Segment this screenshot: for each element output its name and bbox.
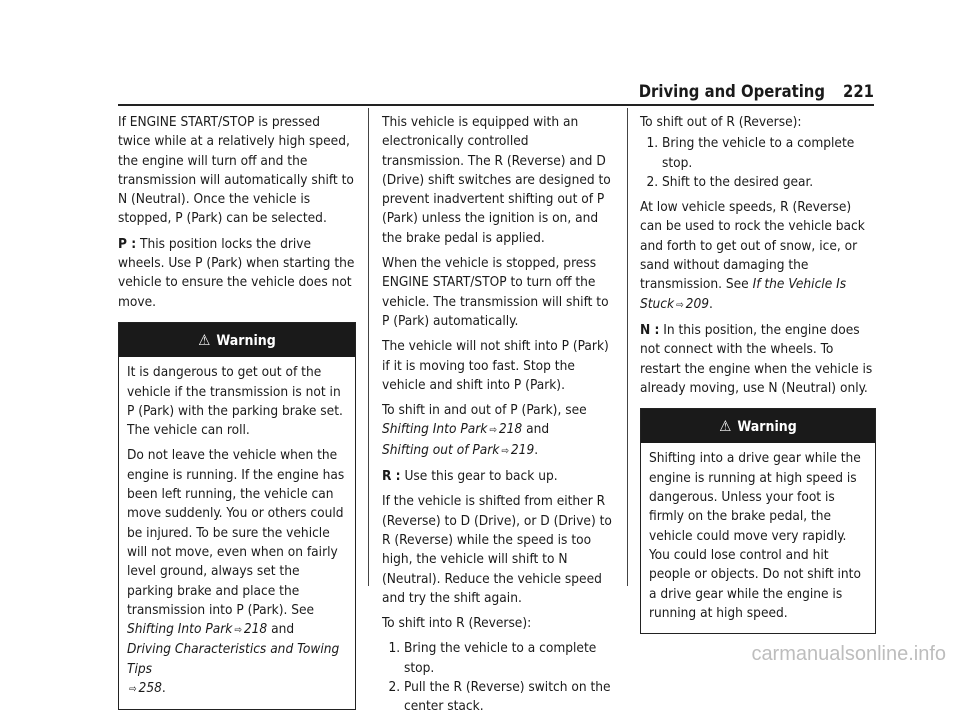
warning-triangle-icon: ⚠ [719,417,732,436]
header-rule [118,104,874,106]
column-divider [368,108,369,586]
warning-paragraph: Do not leave the vehicle when the engine is running. If the engine has been left running, the vehicle can move suddenly. You or others could be injured. To be sure the vehicle will not move, even when on fairly level ground, always set the parking brake and place the transmission into P (Park). See Shifting Into Park ⇨ 218 and Driving Characteristics and Towing Tips ⇨ 258. [127,447,345,697]
paragraph: The vehicle will not shift into P (Park) if it is moving too fast. Stop the vehicle and shift into P (Park). [382,338,609,393]
paragraph: This vehicle is equipped with an electronically controlled transmission. The R (Reverse) and D (Drive) shift switches are designed to prevent inadvertent shifting out of P (Park) unless the ignition is on, and the brake pedal is applied. [382,114,611,246]
column-3 [640,113,876,642]
page-ref-arrow-icon: ⇨ [501,445,509,457]
watermark: carmanualsonline.info [751,643,946,665]
column-1 [118,113,356,718]
warning-paragraph: Shifting into a drive gear while the engine is running at high speed is dangerous. Unless your foot is firmly on the brake pedal, the vehicle could move very rapidly. You could lose control and hit people or objects. Do not shift into a drive gear while the engine is running at high speed. [649,450,861,621]
list-item: 1. Bring the vehicle to a complete stop. [404,639,614,678]
gear-label-r: R : [382,468,401,485]
paragraph: When the vehicle is stopped, press ENGINE START/STOP to turn off the vehicle. The transmission will shift to P (Park) automatically. [382,255,609,329]
list-item: 2. Pull the R (Reverse) switch on the center stack. [404,678,614,717]
cross-ref-page[interactable]: 218 [498,421,523,438]
warning-box [640,408,876,634]
page-header [639,82,874,101]
steps-list [640,134,876,192]
paragraph-neutral: N : In this position, the engine does not connect with the wheels. To restart the engine when the vehicle is already moving, use N (Neutral) only. [640,321,873,396]
cross-ref-link[interactable]: If the Vehicle Is Stuck [640,276,847,312]
page-ref-arrow-icon: ⇨ [129,684,137,696]
cross-ref-link[interactable]: Shifting Into Park [382,421,488,438]
warning-body [641,443,875,633]
warning-header: ⚠ Warning [641,409,875,443]
cross-ref-link[interactable]: Shifting Into Park [127,621,233,638]
paragraph-park: P : This position locks the drive wheels. Use P (Park) when starting the vehicle to ensure the vehicle does not move. [118,235,355,310]
gear-label-n: N : [640,321,660,338]
warning-box [118,322,356,710]
column-2 [382,113,614,723]
page-ref-arrow-icon: ⇨ [234,625,242,637]
paragraph-refs: At low vehicle speeds, R (Reverse) can be used to rock the vehicle back and forth to get out of snow, ice, or sand without damaging the transmission. See If the Vehicle Is Stuck ⇨ 209. [640,199,865,312]
cross-ref-page[interactable]: 219 [510,441,535,458]
section-title: Driving and Operating [638,82,825,101]
steps-list [382,639,614,716]
paragraph: To shift into R (Reverse): [382,615,532,632]
cross-ref-page[interactable]: 218 [243,621,268,638]
column-divider [627,108,628,586]
cross-ref-link[interactable]: Driving Characteristics and Towing Tips [127,641,340,677]
warning-paragraph: It is dangerous to get out of the vehicle if the transmission is not in P (Park) with the parking brake set. The vehicle can roll. [127,364,343,439]
paragraph: To shift out of R (Reverse): [640,114,802,130]
warning-triangle-icon: ⚠ [198,330,211,349]
cross-ref-page[interactable]: 209 [685,295,710,312]
page-number: 221 [843,82,874,101]
page-ref-arrow-icon: ⇨ [489,425,497,437]
paragraph-refs: To shift in and out of P (Park), see Shifting Into Park ⇨ 218 and Shifting out of Park ⇨ 219. [382,402,587,458]
warning-header: ⚠ Warning [119,323,355,357]
cross-ref-link[interactable]: Shifting out of Park [382,441,500,458]
list-item: 2. Shift to the desired gear. [662,173,876,192]
paragraph: If the vehicle is shifted from either R (Reverse) to D (Drive), or D (Drive) to R (Reverse) while the speed is too high, the vehicle will shift to N (Neutral). Reduce the vehicle speed and try the shift again. [382,493,612,606]
gear-label-p: P : [118,235,137,252]
paragraph: If ENGINE START/STOP is pressed twice while at a relatively high speed, the engine will turn off and the transmission will automatically shift to N (Neutral). Once the vehicle is stopped, P (Park) can be selected. [118,114,354,227]
cross-ref-page[interactable]: 258 [138,680,162,697]
page-ref-arrow-icon: ⇨ [676,299,684,311]
warning-body [119,357,355,709]
list-item: 1. Bring the vehicle to a complete stop. [662,134,876,173]
paragraph-reverse: R : Use this gear to back up. [382,468,558,485]
